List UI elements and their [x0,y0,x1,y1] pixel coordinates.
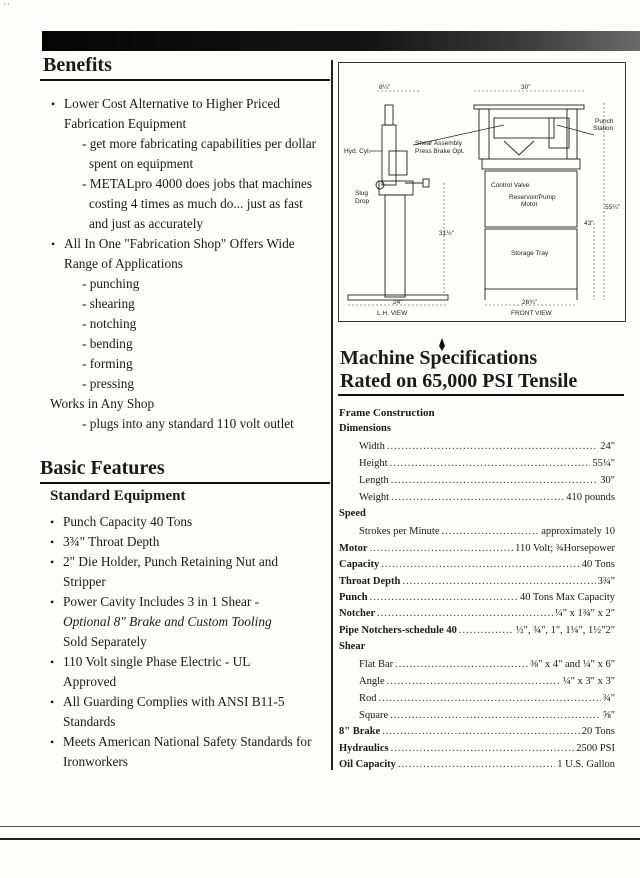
list-item: and just as accurately [89,216,204,231]
control-valve-label: Control Valve [491,182,530,189]
benefits-list [50,94,317,434]
spec-row-width: Width ..... 24" [339,439,615,455]
spec-row-square: Square ..... ⅝" [339,708,615,724]
scan-mark: ' ' [4,2,9,11]
spec-row-punch: Punch ..... 40 Tons Max Capacity [339,590,615,606]
list-item: Sold Separately [63,634,147,649]
dim-26-34: 26¾" [522,299,537,306]
list-item: Optional 8" Brake and Custom Tooling [63,614,272,629]
list-item: costing 4 times as much do... just as fast [89,196,303,211]
front-shear [494,118,554,138]
standard-equipment-heading: Standard Equipment [50,488,186,504]
list-item: Ironworkers [63,754,128,769]
spec-row-angle: Angle ..... ¼" x 3" x 3" [339,674,615,690]
spec-row-flatbar: Flat Bar ..... ⅜" x 4" and ¼" x 6" [339,657,615,673]
list-item: • Lower Cost Alternative to Higher Priced [64,94,298,114]
list-item: Fabrication Equipment [64,116,187,131]
list-item: • All In One "Fabrication Shop" Offers Wide [64,234,298,254]
front-view-label: FRONT VIEW [511,310,552,317]
footer-rule-thick [0,838,640,840]
list-item: • 110 Volt single Phase Electric - UL [63,652,312,672]
shear-block [389,151,407,175]
basic-features-rule [40,482,330,484]
spec-row-spm: Strokes per Minute ..... approximately 10 [339,524,615,540]
list-item: • Meets American National Safety Standards for [63,732,312,752]
spec-row-capacity: Capacity ..... 40 Tons [339,557,615,573]
front-v-die [504,141,534,155]
hyd-cyl-label: Hyd. Cyl. [344,148,371,155]
list-item: spent on equipment [89,156,194,171]
punch-station-label-1: Punch [595,118,614,125]
dim-30: 30" [521,84,531,91]
spec-row-brake: 8" Brake ..... 20 Tons [339,724,615,740]
spec-row-hydraulics: Hydraulics ..... 2500 PSI [339,741,615,757]
benefits-rule [40,79,330,81]
front-right-post [567,109,577,159]
list-item: - shearing [82,296,135,311]
list-item: - METALpro 4000 does jobs that machines [82,176,313,191]
list-item: - pressing [82,376,135,391]
front-left-post [479,109,489,159]
punch-station-label-2: Station [593,125,614,132]
storage-tray-box [485,229,577,289]
header-bar [42,31,640,51]
specs-heading-2: Rated on 65,000 PSI Tensile [340,370,578,392]
lh-column [385,195,405,297]
spec-row-length: Length ..... 30" [339,473,615,489]
features-list [63,512,312,772]
storage-tray-label: Storage Tray [511,250,549,257]
list-item: - notching [82,316,137,331]
list-item: • Power Cavity Includes 3 in 1 Shear - [63,592,312,612]
list-item: • Punch Capacity 40 Tons [63,512,312,532]
dim-55-14: 55¼" [605,204,620,211]
spec-row-throat: Throat Depth ..... 3¾" [339,574,615,590]
list-item: - bending [82,336,133,351]
spec-row-notcher: Notcher ..... ¼" x 1¾" x 2" [339,606,615,622]
punch-station-arrow [557,125,594,135]
slug-drop-label-1: Slug [355,190,369,197]
list-item: • 3¾" Throat Depth [63,532,312,552]
front-table [482,159,580,169]
spec-row-rod: Rod ..... ¾" [339,691,615,707]
list-item: - punching [82,276,140,291]
specs-heading-1: Machine Specifications [340,347,538,369]
benefits-heading: Benefits [43,54,112,76]
machine-drawing [339,63,625,321]
list-item: - forming [82,356,133,371]
frame-construction-heading: Frame Construction [339,407,435,419]
lh-view-label: L.H. VIEW [377,310,408,317]
basic-features-heading: Basic Features [40,457,165,479]
lh-arm-end [423,179,429,187]
slug-drop-label-2: Drop [355,198,370,205]
spec-row-height: Height ..... 55¼" [339,456,615,472]
list-item: • All Guarding Complies with ANSI B11-5 [63,692,312,712]
spec-row-weight: Weight ..... 410 pounds [339,490,615,506]
list-item: Standards [63,714,116,729]
dim-43: 43" [584,220,594,227]
speed-heading: Speed [339,508,366,519]
spec-row-pipe: Pipe Notchers-schedule 40 ..... ½", ¾", 1", 1¼", 1½"2" [339,623,615,639]
dim-31-12: 31½" [439,230,454,237]
list-item: Works in Any Shop [50,396,155,411]
list-item: Approved [63,674,117,689]
column-divider [331,60,333,770]
footer-rule-thin [0,826,640,827]
reservoir-label-1: Reservoir/Pump [509,194,556,201]
press-brake-label: Press Brake Opt. [415,148,465,155]
front-top [474,105,584,109]
hyd-cylinder-top [385,105,393,125]
dim-8-14: 8¼" [379,84,391,91]
spec-row-motor: Motor ..... 110 Volt; ¾Horsepower [339,541,615,557]
list-item: - get more fabricating capabilities per dollar [82,136,317,151]
specs-rule [338,394,624,396]
spec-row-oil: Oil Capacity ..... 1 U.S. Gallon [339,757,615,773]
reservoir-label-2: Motor [521,201,538,208]
list-item: - plugs into any standard 110 volt outlet [82,416,294,431]
shear-heading: Shear [339,641,366,652]
list-item: Stripper [63,574,106,589]
dim-24: 24" [393,299,403,306]
shear-assembly-label: Shear Assembly [415,140,462,147]
list-item: • 2" Die Holder, Punch Retaining Nut and [63,552,312,572]
list-item: Range of Applications [64,256,183,271]
machine-diagram [338,62,626,322]
punch-station-box [549,118,569,148]
dimensions-heading: Dimensions [339,423,391,434]
